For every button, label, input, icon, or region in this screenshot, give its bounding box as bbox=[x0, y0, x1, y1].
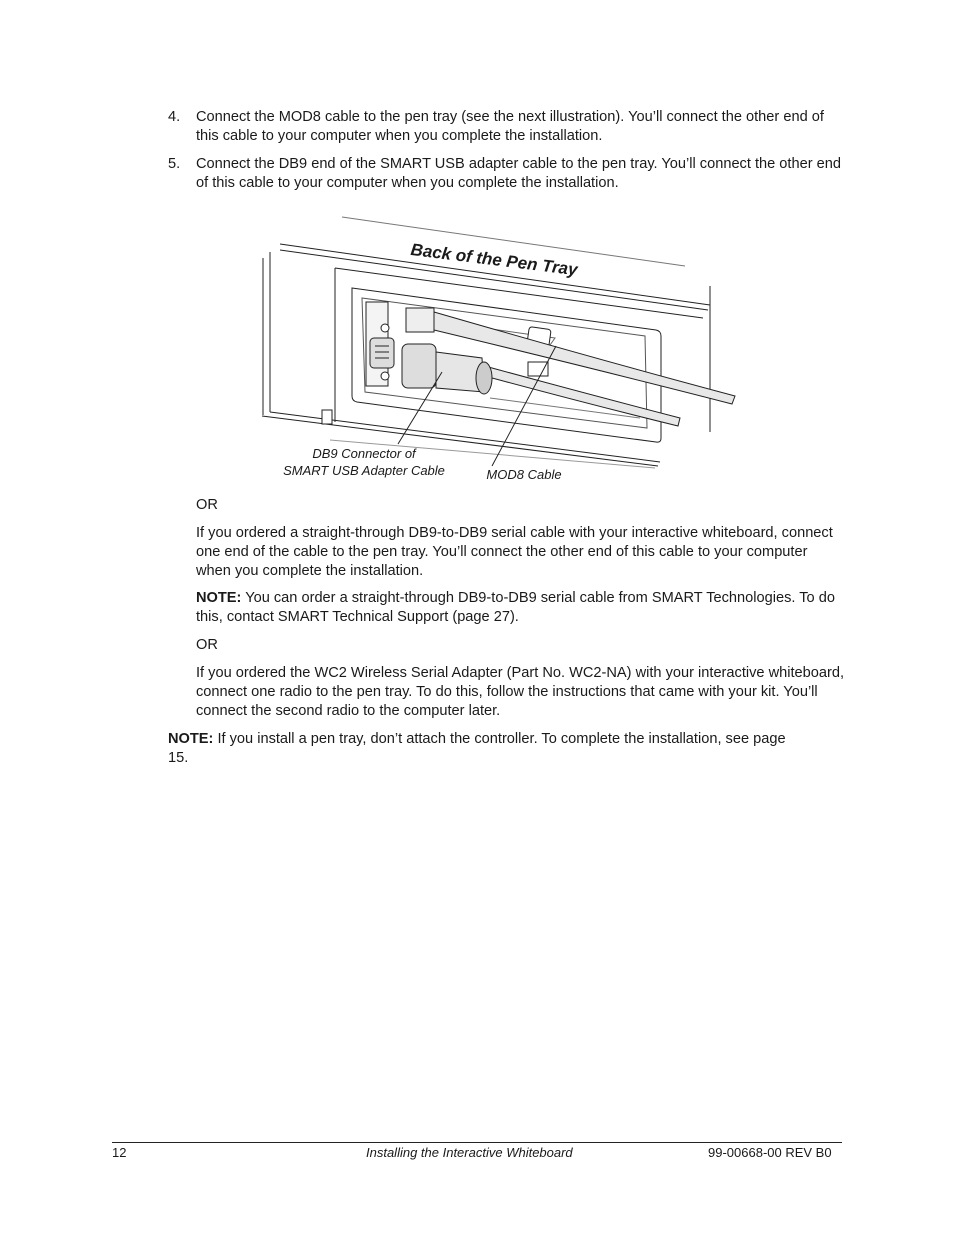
note-text: You can order a straight-through DB9-to-DB9 serial cable from SMART Technologies. To do this, contact SMART Technical Support (page 27). bbox=[196, 590, 835, 625]
page-number: 12 bbox=[112, 1145, 127, 1160]
note-pen-tray bbox=[168, 730, 808, 768]
callout-db9-line1: DB9 Connector of bbox=[312, 446, 416, 461]
step-text: Connect the DB9 end of the SMART USB adapter cable to the pen tray. You’ll connect the other end of this cable to your computer when you complete the installation. bbox=[196, 156, 841, 191]
note-serial-cable bbox=[196, 589, 846, 627]
note-label: NOTE: bbox=[168, 731, 214, 747]
note-text: If you install a pen tray, don’t attach the controller. To complete the installation, see page 15. bbox=[168, 731, 786, 766]
paragraph-wireless-adapter: If you ordered the WC2 Wireless Serial Adapter (Part No. WC2-NA) with your interactive whiteboard, connect one radio to the pen tray. To do this, follow the instructions that came with your kit. You’ll connect the second radio to the computer later. bbox=[196, 665, 845, 719]
callout-db9-connector bbox=[272, 445, 456, 479]
figure-title: Back of the Pen Tray bbox=[409, 240, 579, 280]
footer-rule bbox=[112, 1142, 842, 1143]
step-number: 4. bbox=[168, 109, 181, 125]
paragraph-serial-cable: If you ordered a straight-through DB9-to-DB9 serial cable with your interactive whiteboard, connect one end of the cable to the pen tray. You’ll connect the other end of this cable to your computer when you complete the installation. bbox=[196, 525, 833, 579]
callout-db9-line2: SMART USB Adapter Cable bbox=[283, 463, 445, 478]
callout-mod8-cable: MOD8 Cable bbox=[486, 467, 562, 482]
note-label: NOTE: bbox=[196, 590, 242, 606]
document-id: 99-00668-00 REV B0 bbox=[708, 1145, 832, 1160]
step-number: 5. bbox=[168, 156, 181, 172]
or-separator: OR bbox=[196, 637, 218, 653]
chapter-title: Installing the Interactive Whiteboard bbox=[366, 1145, 573, 1160]
or-separator: OR bbox=[196, 497, 218, 513]
step-text: Connect the MOD8 cable to the pen tray (see the next illustration). You’ll connect the other end of this cable to your computer when you complete the installation. bbox=[196, 109, 824, 144]
